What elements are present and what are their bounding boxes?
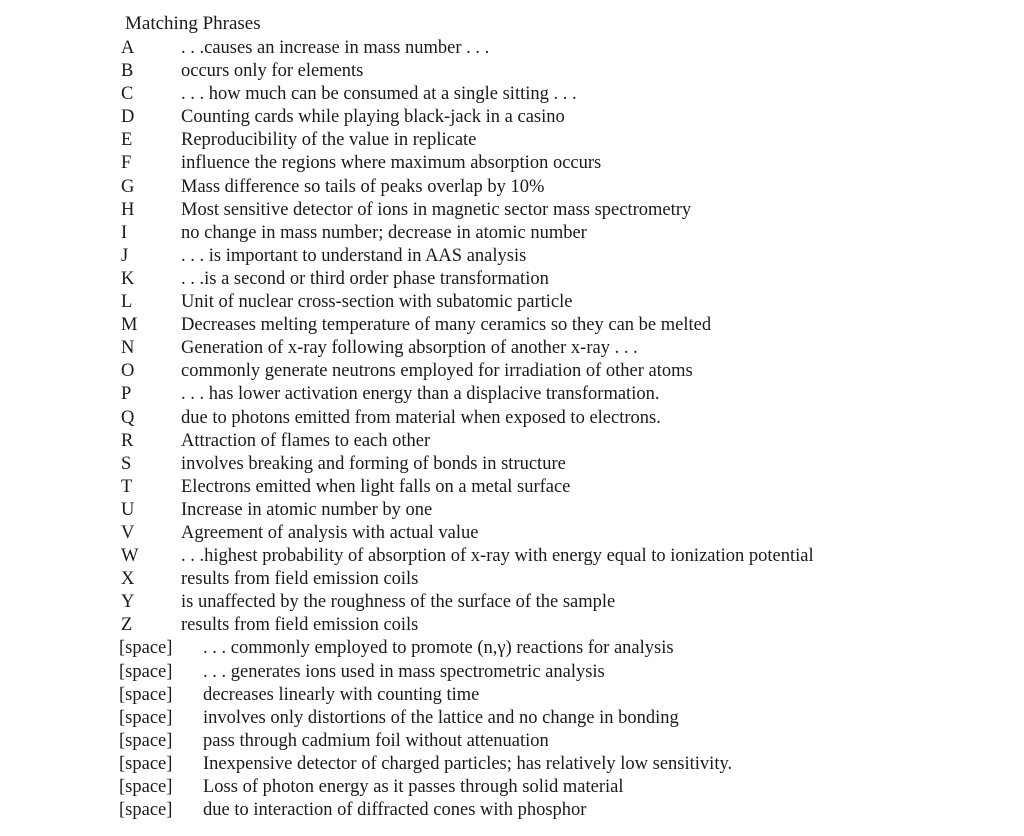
list-item (0, 499, 1024, 522)
item-key: M (121, 315, 138, 336)
item-phrase: results from field emission coils (181, 569, 419, 590)
item-key: L (121, 292, 133, 313)
item-key: E (121, 130, 133, 151)
item-key: J (121, 245, 129, 266)
item-key: [space] (119, 638, 173, 659)
item-phrase: results from field emission coils (181, 615, 419, 636)
list-item-space (0, 776, 1024, 799)
item-phrase: . . . has lower activation energy than a displacive transformation. (181, 384, 660, 405)
item-phrase: due to photons emitted from material when exposed to electrons. (181, 407, 661, 428)
list-item (0, 476, 1024, 499)
item-phrase: Generation of x-ray following absorption of another x-ray . . . (181, 338, 638, 359)
list-item (0, 430, 1024, 453)
item-phrase: . . .highest probability of absorption of x-ray with energy equal to ionization potential (181, 546, 814, 567)
item-phrase: . . .causes an increase in mass number . . . (181, 38, 490, 58)
list-item-space (0, 637, 1024, 660)
item-key: [space] (119, 730, 173, 751)
item-phrase: . . . how much can be consumed at a single sitting . . . (181, 84, 577, 105)
item-key: [space] (119, 753, 173, 774)
item-key: Z (121, 615, 133, 636)
item-key: [space] (119, 707, 173, 728)
item-key: W (121, 546, 139, 567)
item-key: [space] (119, 661, 173, 682)
item-phrase: no change in mass number; decrease in atomic number (181, 222, 587, 243)
item-phrase: decreases linearly with counting time (203, 684, 480, 705)
item-key: [space] (119, 800, 173, 821)
item-key: G (121, 176, 135, 197)
list-item (0, 591, 1024, 614)
item-phrase: influence the regions where maximum absorption occurs (181, 153, 602, 174)
list-item (0, 60, 1024, 83)
list-item (0, 176, 1024, 199)
item-key: A (121, 38, 135, 58)
item-key: B (121, 61, 134, 82)
item-key: T (121, 476, 133, 497)
list-item (0, 337, 1024, 360)
item-key: D (121, 107, 135, 128)
item-phrase: commonly generate neutrons employed for irradiation of other atoms (181, 361, 693, 382)
list-item-space (0, 707, 1024, 730)
item-key: H (121, 199, 135, 220)
list-item (0, 545, 1024, 568)
item-phrase: . . . commonly employed to promote (n,γ) reactions for analysis (203, 638, 674, 659)
list-item (0, 568, 1024, 591)
item-phrase: Counting cards while playing black-jack in a casino (181, 107, 565, 128)
item-key: Q (121, 407, 135, 428)
item-phrase: Attraction of flames to each other (181, 430, 431, 451)
item-phrase: involves breaking and forming of bonds in structure (181, 453, 566, 474)
item-key: N (121, 338, 135, 359)
item-phrase: occurs only for elements (181, 61, 364, 82)
list-item (0, 522, 1024, 545)
item-key: S (121, 453, 132, 474)
list-item (0, 106, 1024, 129)
list-item (0, 152, 1024, 175)
item-phrase: Electrons emitted when light falls on a metal surface (181, 476, 571, 497)
item-key: U (121, 499, 135, 520)
list-item (0, 360, 1024, 383)
matching-phrases-list (0, 37, 1024, 822)
item-phrase: due to interaction of diffracted cones with phosphor (203, 800, 587, 821)
list-item (0, 83, 1024, 106)
item-key: [space] (119, 684, 173, 705)
list-item (0, 383, 1024, 406)
list-item (0, 614, 1024, 637)
item-key: C (121, 84, 134, 105)
list-item (0, 407, 1024, 430)
list-item-space (0, 753, 1024, 776)
list-item-space (0, 661, 1024, 684)
list-item-space (0, 684, 1024, 707)
item-phrase: Increase in atomic number by one (181, 499, 433, 520)
list-item (0, 199, 1024, 222)
item-key: X (121, 569, 135, 590)
item-phrase: Agreement of analysis with actual value (181, 522, 479, 543)
item-key: V (121, 522, 135, 543)
list-item (0, 291, 1024, 314)
item-phrase: . . . is important to understand in AAS analysis (181, 245, 527, 266)
item-phrase: Mass difference so tails of peaks overlap by 10% (181, 176, 545, 197)
item-phrase: Loss of photon energy as it passes through solid material (203, 777, 624, 797)
item-key: F (121, 153, 132, 174)
item-phrase: Inexpensive detector of charged particles; has relatively low sensitivity. (203, 753, 733, 774)
item-phrase: Decreases melting temperature of many ceramics so they can be melted (181, 315, 712, 336)
item-key: I (121, 222, 128, 243)
item-key: K (121, 268, 135, 289)
item-phrase: Most sensitive detector of ions in magnetic sector mass spectrometry (181, 199, 692, 220)
list-item (0, 268, 1024, 291)
list-item (0, 453, 1024, 476)
item-key: [space] (119, 777, 173, 797)
item-phrase: . . . generates ions used in mass spectrometric analysis (203, 661, 605, 682)
item-phrase: pass through cadmium foil without attenuation (203, 730, 549, 751)
document-title: Matching Phrases (125, 13, 261, 34)
list-item-space (0, 799, 1024, 822)
item-phrase: involves only distortions of the lattice and no change in bonding (203, 707, 679, 728)
item-phrase: . . .is a second or third order phase transformation (181, 268, 549, 289)
item-key: P (121, 384, 132, 405)
item-phrase: Unit of nuclear cross-section with subatomic particle (181, 292, 573, 313)
item-key: O (121, 361, 135, 382)
list-item-space (0, 730, 1024, 753)
list-item (0, 129, 1024, 152)
list-item (0, 245, 1024, 268)
item-key: Y (121, 592, 135, 613)
list-item (0, 37, 1024, 60)
item-phrase: is unaffected by the roughness of the surface of the sample (181, 592, 616, 613)
item-phrase: Reproducibility of the value in replicate (181, 130, 477, 151)
list-item (0, 222, 1024, 245)
list-item (0, 314, 1024, 337)
item-key: R (121, 430, 134, 451)
